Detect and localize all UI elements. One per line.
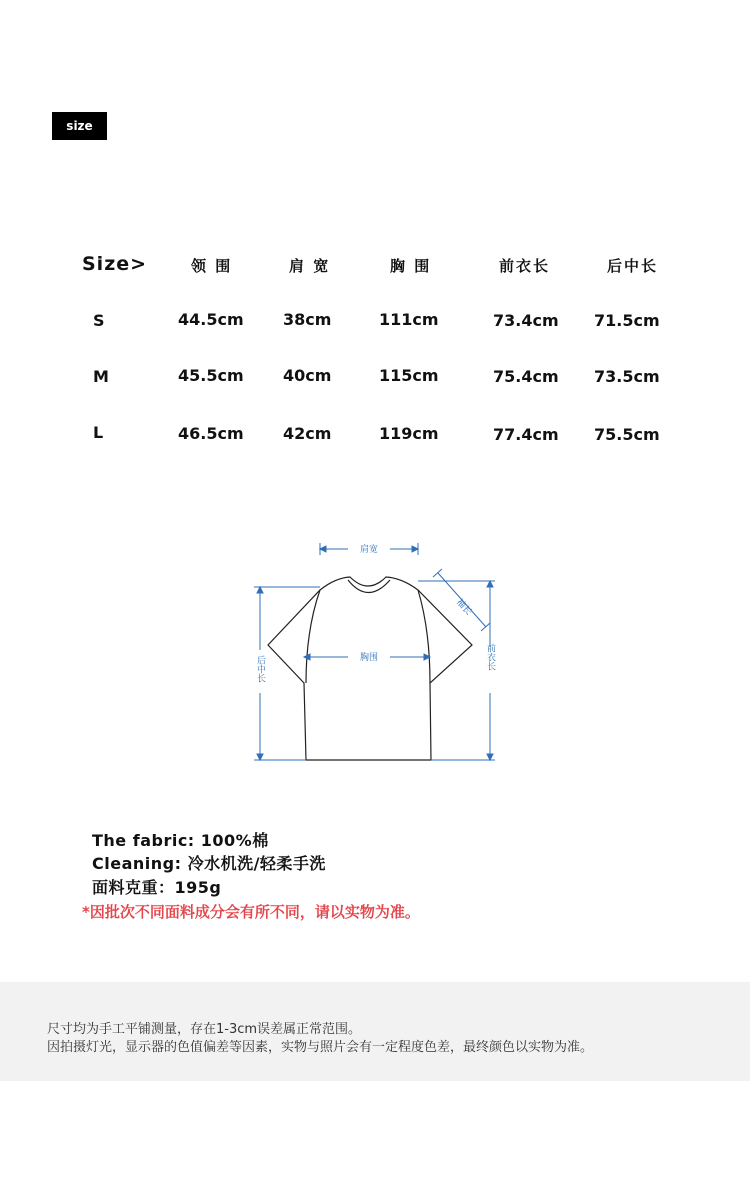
table-cell: 75.4cm [493, 367, 559, 386]
table-cell: 75.5cm [594, 425, 660, 444]
header-shoulder: 肩 宽 [289, 257, 331, 275]
disclaimer-line-1: 尺寸均为手工平铺测量，存在1-3cm误差属正常范围。 [47, 1022, 362, 1037]
row-size-label: S [93, 311, 105, 330]
disclaimer-footer [0, 982, 750, 1081]
table-corner-label: Size> [82, 253, 148, 275]
disclaimer-line-2: 因拍摄灯光，显示器的色值偏差等因素，实物与照片会有一定程度色差，最终颜色以实物为准。 [47, 1040, 594, 1055]
tshirt-outline [268, 577, 472, 760]
table-cell: 119cm [379, 424, 439, 443]
weight-info: 面料克重：195g [92, 878, 222, 897]
table-cell: 38cm [283, 310, 332, 329]
back-length-label: 后中长 [255, 655, 265, 683]
cleaning-info: Cleaning: 冷水机洗/轻柔手洗 [92, 854, 326, 873]
header-chest: 胸 围 [390, 257, 432, 275]
table-cell: 71.5cm [594, 311, 660, 330]
table-cell: 44.5cm [178, 310, 244, 329]
header-back-length: 后中长 [607, 257, 659, 275]
chest-label: 胸围 [359, 653, 379, 663]
table-cell: 111cm [379, 310, 439, 329]
fabric-info: The fabric: 100%棉 [92, 831, 269, 850]
front-length-label: 前衣长 [485, 643, 495, 671]
row-size-label: L [93, 423, 104, 442]
tshirt-measurement-diagram [240, 535, 510, 770]
sleeve-label: 袖长 [453, 597, 474, 618]
table-cell: 46.5cm [178, 424, 244, 443]
table-cell: 77.4cm [493, 425, 559, 444]
header-collar: 领 围 [191, 257, 233, 275]
batch-note: *因批次不同面料成分会有所不同，请以实物为准。 [82, 903, 420, 921]
table-cell: 115cm [379, 366, 439, 385]
header-front-length: 前衣长 [499, 257, 551, 275]
size-badge: size [52, 112, 107, 140]
measure-labels [255, 543, 496, 683]
table-cell: 42cm [283, 424, 332, 443]
table-cell: 73.4cm [493, 311, 559, 330]
table-cell: 45.5cm [178, 366, 244, 385]
shoulder-label: 肩宽 [359, 545, 379, 555]
size-table [0, 0, 750, 460]
table-cell: 40cm [283, 366, 332, 385]
table-cell: 73.5cm [594, 367, 660, 386]
measure-lines [254, 543, 495, 760]
row-size-label: M [93, 367, 109, 386]
